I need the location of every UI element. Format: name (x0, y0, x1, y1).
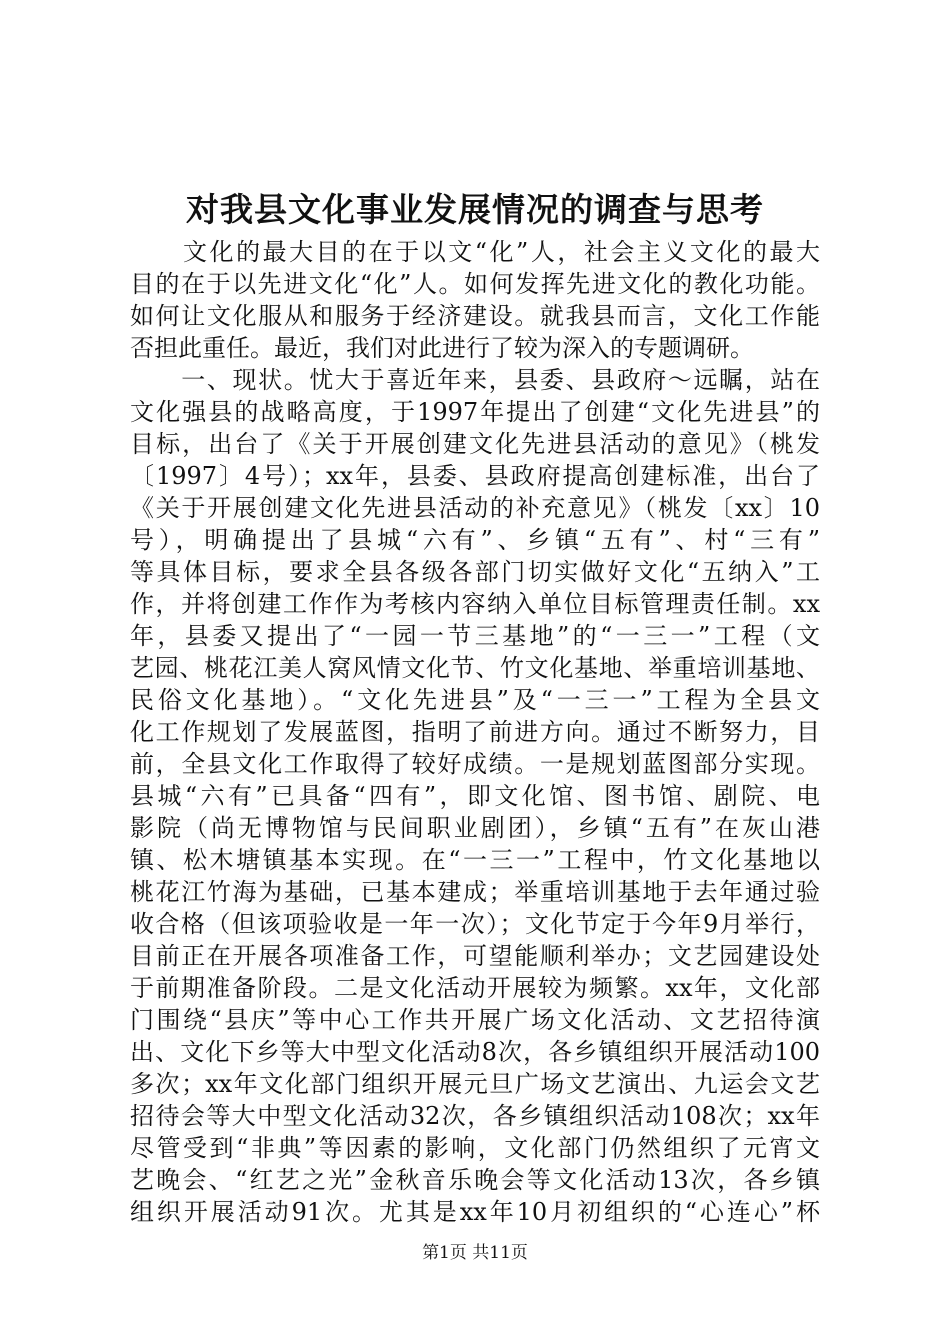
body-line: 于前期准备阶段。二是文化活动开展较为频繁。xx年，文化部 (130, 974, 820, 1002)
body-line: 门围绕“县庆”等中心工作共开展广场文化活动、文艺招待演 (130, 1006, 820, 1034)
body-line: 艺晚会、“红艺之光”金秋音乐晚会等文化活动13次，各乡镇 (130, 1166, 820, 1194)
body-line: 招待会等大中型文化活动32次，各乡镇组织活动108次；xx年 (130, 1102, 820, 1130)
body-line: 民俗文化基地）。“文化先进县”及“一三一”工程为全县文 (130, 686, 820, 714)
body-line: 多次；xx年文化部门组织开展元旦广场文艺演出、九运会文艺 (130, 1070, 820, 1098)
body-line: 出、文化下乡等大中型文化活动8次，各乡镇组织开展活动100 (130, 1038, 820, 1066)
document-title: 对我县文化事业发展情况的调查与思考 (186, 190, 764, 229)
body-line: 一、现状。忧大于喜近年来，县委、县政府～远瞩，站在 (130, 366, 820, 394)
body-line: 〔1997〕4号）；xx年，县委、县政府提高创建标准，出台了 (130, 462, 820, 490)
body-line: 号），明确提出了县城“六有”、乡镇“五有”、村“三有” (130, 526, 820, 554)
body-line: 尽管受到“非典”等因素的影响，文化部门仍然组织了元宵文 (130, 1134, 820, 1162)
body-line: 收合格（但该项验收是一年一次）；文化节定于今年9月举行， (130, 910, 820, 938)
body-line: 镇、松木塘镇基本实现。在“一三一”工程中，竹文化基地以 (130, 846, 820, 874)
body-line: 影院（尚无博物馆与民间职业剧团），乡镇“五有”在灰山港 (130, 814, 820, 842)
body-line: 目的在于以先进文化“化”人。如何发挥先进文化的教化功能。 (130, 270, 820, 298)
body-line: 年，县委又提出了“一园一节三基地”的“一三一”工程（文 (130, 622, 820, 650)
document-body (130, 236, 820, 1228)
body-line: 《关于开展创建文化先进县活动的补充意见》（桃发〔xx〕10 (130, 494, 820, 522)
body-line: 组织开展活动91次。尤其是xx年10月初组织的“心连心”杯 (130, 1198, 820, 1226)
body-line: 县城“六有”已具备“四有”，即文化馆、图书馆、剧院、电 (130, 782, 820, 810)
body-line: 艺园、桃花江美人窝风情文化节、竹文化基地、举重培训基地、 (130, 654, 820, 682)
body-line: 文化强县的战略高度，于1997年提出了创建“文化先进县”的 (130, 398, 820, 426)
body-line: 化工作规划了发展蓝图，指明了前进方向。通过不断努力，目 (130, 718, 820, 746)
body-line: 目标，出台了《关于开展创建文化先进县活动的意见》（桃发 (130, 430, 820, 458)
body-line: 桃花江竹海为基础，已基本建成；举重培训基地于去年通过验 (130, 878, 820, 906)
body-line: 前，全县文化工作取得了较好成绩。一是规划蓝图部分实现。 (130, 750, 820, 778)
body-line: 文化的最大目的在于以文“化”人，社会主义文化的最大 (130, 238, 820, 266)
body-line: 否担此重任。最近，我们对此进行了较为深入的专题调研。 (130, 334, 754, 362)
body-line: 作，并将创建工作作为考核内容纳入单位目标管理责任制。xx (130, 590, 820, 618)
body-line: 如何让文化服从和服务于经济建设。就我县而言，文化工作能 (130, 302, 820, 330)
page-number-footer: 第1页 共11页 (422, 1243, 528, 1263)
body-line: 等具体目标，要求全县各级各部门切实做好文化“五纳入”工 (130, 558, 820, 586)
body-line: 目前正在开展各项准备工作，可望能顺利举办；文艺园建设处 (130, 942, 820, 970)
